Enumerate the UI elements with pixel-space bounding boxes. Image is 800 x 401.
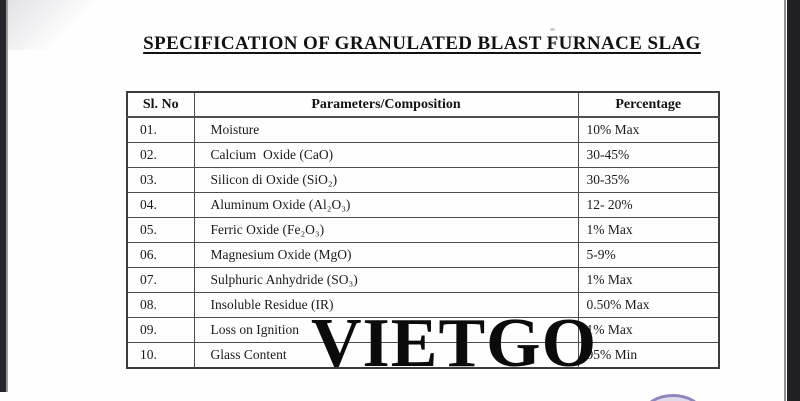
scan-corner-shadow: [8, 0, 103, 50]
cell-percentage: 10% Max: [578, 117, 719, 143]
table-row: [127, 268, 719, 293]
cell-percentage: 30-35%: [578, 168, 719, 193]
table-row: [127, 243, 719, 268]
stamp-ellipse-partial: [644, 394, 702, 401]
cell-percentage: 5-9%: [578, 243, 719, 268]
cell-parameter: Silicon di Oxide (SiO₂): [194, 168, 578, 193]
vietgo-watermark: VIETGO: [311, 305, 598, 382]
cell-sl-no: 09.: [127, 318, 194, 343]
table-row: [127, 218, 719, 243]
cell-sl-no: 03.: [127, 168, 194, 193]
scan-edge-right-bar: [787, 0, 800, 401]
cell-sl-no: 01.: [127, 117, 194, 143]
cell-parameter: Magnesium Oxide (MgO): [194, 243, 578, 268]
table-row: [127, 117, 719, 143]
table-row: [127, 143, 719, 168]
cell-sl-no: 04.: [127, 193, 194, 218]
table-header-row: [127, 92, 719, 117]
cell-sl-no: 10.: [127, 343, 194, 369]
scan-edge-right-line: [784, 0, 786, 401]
cell-percentage: 0.50% Max: [578, 293, 719, 318]
cell-sl-no: 05.: [127, 218, 194, 243]
cell-parameter: Moisture: [194, 117, 578, 143]
table-row: [127, 193, 719, 218]
scan-edge-left-line: [6, 0, 8, 392]
cell-parameter: Loss on Ignition: [194, 318, 578, 343]
cell-parameter: Sulphuric Anhydride (SO₃): [194, 268, 578, 293]
document-title: SPECIFICATION OF GRANULATED BLAST FURNACE SLAG: [143, 33, 701, 54]
cell-parameter: Ferric Oxide (Fe₂O₃): [194, 218, 578, 243]
cell-parameter: Glass Content: [194, 343, 578, 369]
cell-percentage: 30-45%: [578, 143, 719, 168]
cell-percentage: 1% Max: [578, 218, 719, 243]
cell-sl-no: 02.: [127, 143, 194, 168]
cell-parameter: Insoluble Residue (IR): [194, 293, 578, 318]
cell-parameter: Aluminum Oxide (Al₂O₃): [194, 193, 578, 218]
col-header-sl-no: Sl. No: [127, 92, 194, 117]
cell-percentage: 1% Max: [578, 318, 719, 343]
cell-sl-no: 07.: [127, 268, 194, 293]
cell-percentage: 1% Max: [578, 268, 719, 293]
cell-sl-no: 08.: [127, 293, 194, 318]
cell-sl-no: 06.: [127, 243, 194, 268]
cell-percentage: 12- 20%: [578, 193, 719, 218]
col-header-parameters: Parameters/Composition: [194, 92, 578, 117]
table-row: [127, 168, 719, 193]
scan-speck: [550, 28, 555, 31]
col-header-percentage: Percentage: [578, 92, 719, 117]
cell-parameter: Calcium Oxide (CaO): [194, 143, 578, 168]
cell-percentage: 95% Min: [578, 343, 719, 369]
